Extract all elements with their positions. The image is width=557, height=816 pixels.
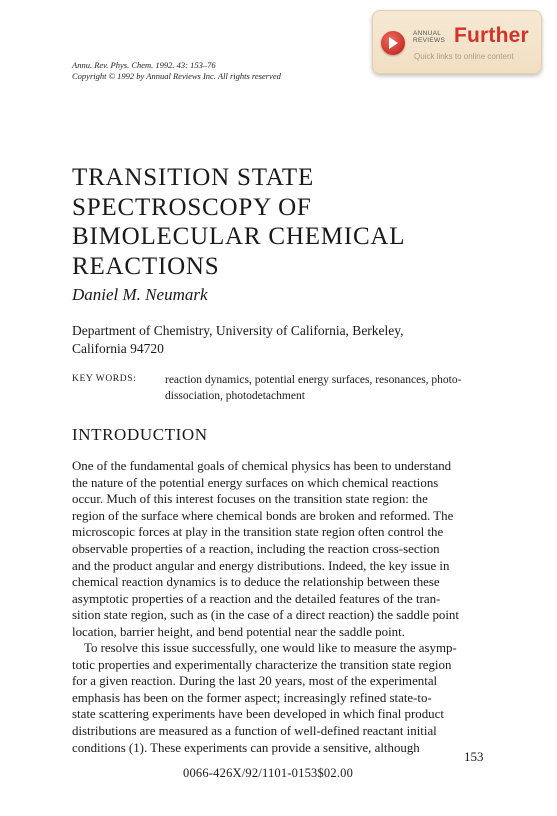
text-line: conditions (1). These experiments can provide a sensitive, although <box>72 740 420 755</box>
page-number: 153 <box>464 749 484 764</box>
paragraph-2 <box>72 640 485 756</box>
banner-subtitle: Quick links to online content <box>414 52 514 61</box>
text-line: To resolve this issue successfully, one would like to measure the asymp- <box>84 641 457 655</box>
text-line: location, barrier height, and bend potential near the saddle point. <box>72 624 405 639</box>
text-line: and the product angular and energy distributions. Indeed, the key issue in <box>72 558 450 573</box>
article-title <box>72 163 405 281</box>
annual-reviews-logo: ANNUAL REVIEWS <box>413 30 446 44</box>
title-line: REACTIONS <box>72 252 220 280</box>
text-line: microscopic forces at play in the transition state region often control the <box>72 525 444 540</box>
paragraph-1 <box>72 458 485 641</box>
text-line: the nature of the potential energy surfaces on which chemical reactions <box>72 475 439 490</box>
text-line: for a given reaction. During the last 20 years, most of the experimental <box>72 674 438 689</box>
author-name: Daniel M. Neumark <box>72 285 208 304</box>
text-line: One of the fundamental goals of chemical physics has been to understand <box>72 459 452 473</box>
citation-line-1: Annu. Rev. Phys. Chem. 1992. 43: 153–76 <box>72 60 216 70</box>
text-line: occur. Much of this interest focuses on the transition state region: the <box>72 492 428 507</box>
affiliation-line-2: California 94720 <box>72 341 164 356</box>
title-line: BIMOLECULAR CHEMICAL <box>72 223 406 250</box>
text-line: chemical reaction dynamics is to deduce the relationship between these <box>72 575 440 590</box>
keywords-line-1: reaction dynamics, potential energy surfaces, resonances, photo- <box>165 374 462 386</box>
text-line: distributions are measured as a function of well-defined reactant initial <box>72 723 437 738</box>
text-line: totic properties and experimentally characterize the transition state region <box>72 657 452 672</box>
text-line: observable properties of a reaction, including the reaction cross-section <box>72 541 440 556</box>
further-links-banner[interactable] <box>372 10 542 74</box>
keywords-label: KEY WORDS: <box>72 374 137 384</box>
affiliation-line-1: Department of Chemistry, University of California, Berkeley, <box>72 323 404 338</box>
section-heading: INTRODUCTION <box>72 425 208 444</box>
text-line: emphasis has been on the former aspect; increasingly refined state-to- <box>72 690 432 705</box>
affiliation <box>72 322 404 358</box>
text-line: asymptotic properties of a reaction and the detailed features of the tran- <box>72 591 441 606</box>
text-line: region of the surface where chemical bonds are broken and reformed. The <box>72 508 454 523</box>
citation-line-2: Copyright © 1992 by Annual Reviews Inc. All rights reserved <box>72 71 281 81</box>
footer-code: 0066-426X/92/1101-0153$02.00 <box>183 766 354 780</box>
banner-title: Further <box>454 24 529 47</box>
keywords-list <box>165 372 495 404</box>
keywords-line-2: dissociation, photodetachment <box>165 390 305 402</box>
title-line: TRANSITION STATE <box>72 164 315 191</box>
play-arrow-icon <box>381 31 405 55</box>
title-line: SPECTROSCOPY OF <box>72 193 312 221</box>
text-line: sition state region, such as (in the case of a direct reaction) the saddle point <box>72 608 459 623</box>
text-line: state scattering experiments have been developed in which final product <box>72 707 444 722</box>
journal-citation <box>72 60 281 82</box>
